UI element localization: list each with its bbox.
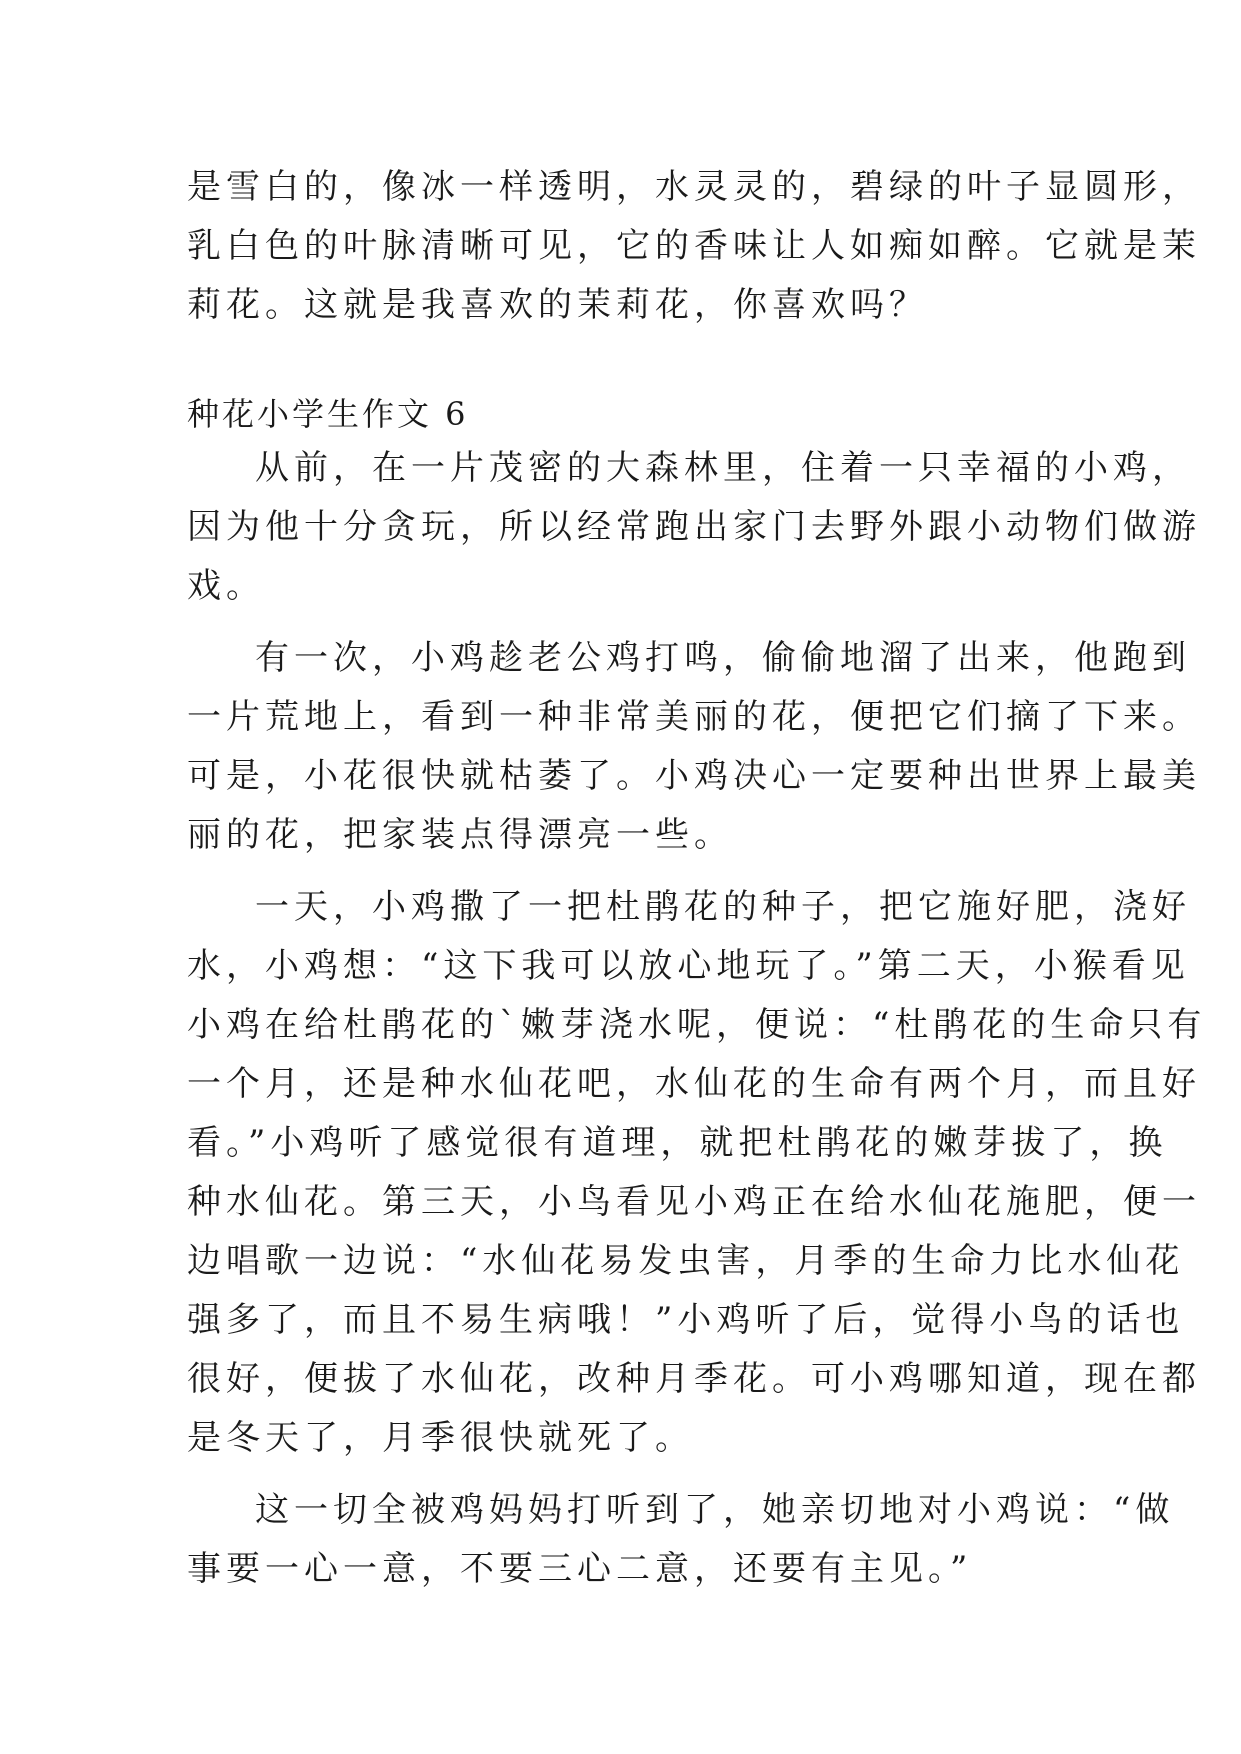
text-line: 水，小鸡想：“这下我可以放心地玩了。”第二天，小猴看见 bbox=[187, 946, 1190, 986]
paragraph-3 bbox=[187, 878, 1207, 1468]
text-line: 乳白色的叶脉清晰可见，它的香味让人如痴如醉。它就是茉 bbox=[187, 226, 1201, 266]
text-line: 因为他十分贪玩，所以经常跑出家门去野外跟小动物们做游 bbox=[187, 507, 1201, 547]
text-line: 一天，小鸡撒了一把杜鹃花的种子，把它施好肥，浇好 bbox=[255, 887, 1191, 927]
intro-paragraph bbox=[187, 158, 1201, 335]
text-line: 种水仙花。第三天，小鸟看见小鸡正在给水仙花施肥，便一 bbox=[187, 1182, 1201, 1222]
paragraph-1 bbox=[187, 439, 1201, 616]
text-line: 是雪白的，像冰一样透明，水灵灵的，碧绿的叶子显圆形， bbox=[187, 167, 1201, 207]
text-line: 丽的花，把家装点得漂亮一些。 bbox=[187, 815, 733, 855]
text-line: 可是，小花很快就枯萎了。小鸡决心一定要种出世界上最美 bbox=[187, 756, 1201, 796]
text-line: 这一切全被鸡妈妈打听到了，她亲切地对小鸡说：“做 bbox=[255, 1490, 1175, 1530]
text-line: 看。”小鸡听了感觉很有道理，就把杜鹃花的嫩芽拔了，换 bbox=[187, 1123, 1168, 1163]
text-line: 是冬天了，月季很快就死了。 bbox=[187, 1418, 694, 1458]
text-line: 莉花。这就是我喜欢的茉莉花，你喜欢吗？ bbox=[187, 285, 928, 325]
text-line: 很好，便拔了水仙花，改种月季花。可小鸡哪知道，现在都 bbox=[187, 1359, 1201, 1399]
text-line: 有一次，小鸡趁老公鸡打鸣，偷偷地溜了出来，他跑到 bbox=[255, 638, 1191, 678]
text-line: 一个月，还是种水仙花吧，水仙花的生命有两个月，而且好 bbox=[187, 1064, 1201, 1104]
text-line: 一片荒地上，看到一种非常美丽的花，便把它们摘了下来。 bbox=[187, 697, 1201, 737]
text-line: 戏。 bbox=[187, 566, 265, 606]
text-line: 事要一心一意，不要三心二意，还要有主见。” bbox=[187, 1549, 973, 1589]
paragraph-4 bbox=[187, 1481, 1175, 1599]
text-line: 强多了，而且不易生病哦！”小鸡听了后，觉得小鸟的话也 bbox=[187, 1300, 1185, 1340]
text-line: 从前，在一片茂密的大森林里，住着一只幸福的小鸡， bbox=[255, 448, 1191, 488]
section-heading: 种花小学生作文 6 bbox=[187, 395, 469, 433]
text-line: 边唱歌一边说：“水仙花易发虫害，月季的生命力比水仙花 bbox=[187, 1241, 1185, 1281]
paragraph-2 bbox=[187, 629, 1201, 865]
text-line: 小鸡在给杜鹃花的`嫩芽浇水呢，便说：“杜鹃花的生命只有 bbox=[187, 1005, 1207, 1045]
document-body bbox=[187, 158, 1207, 1599]
